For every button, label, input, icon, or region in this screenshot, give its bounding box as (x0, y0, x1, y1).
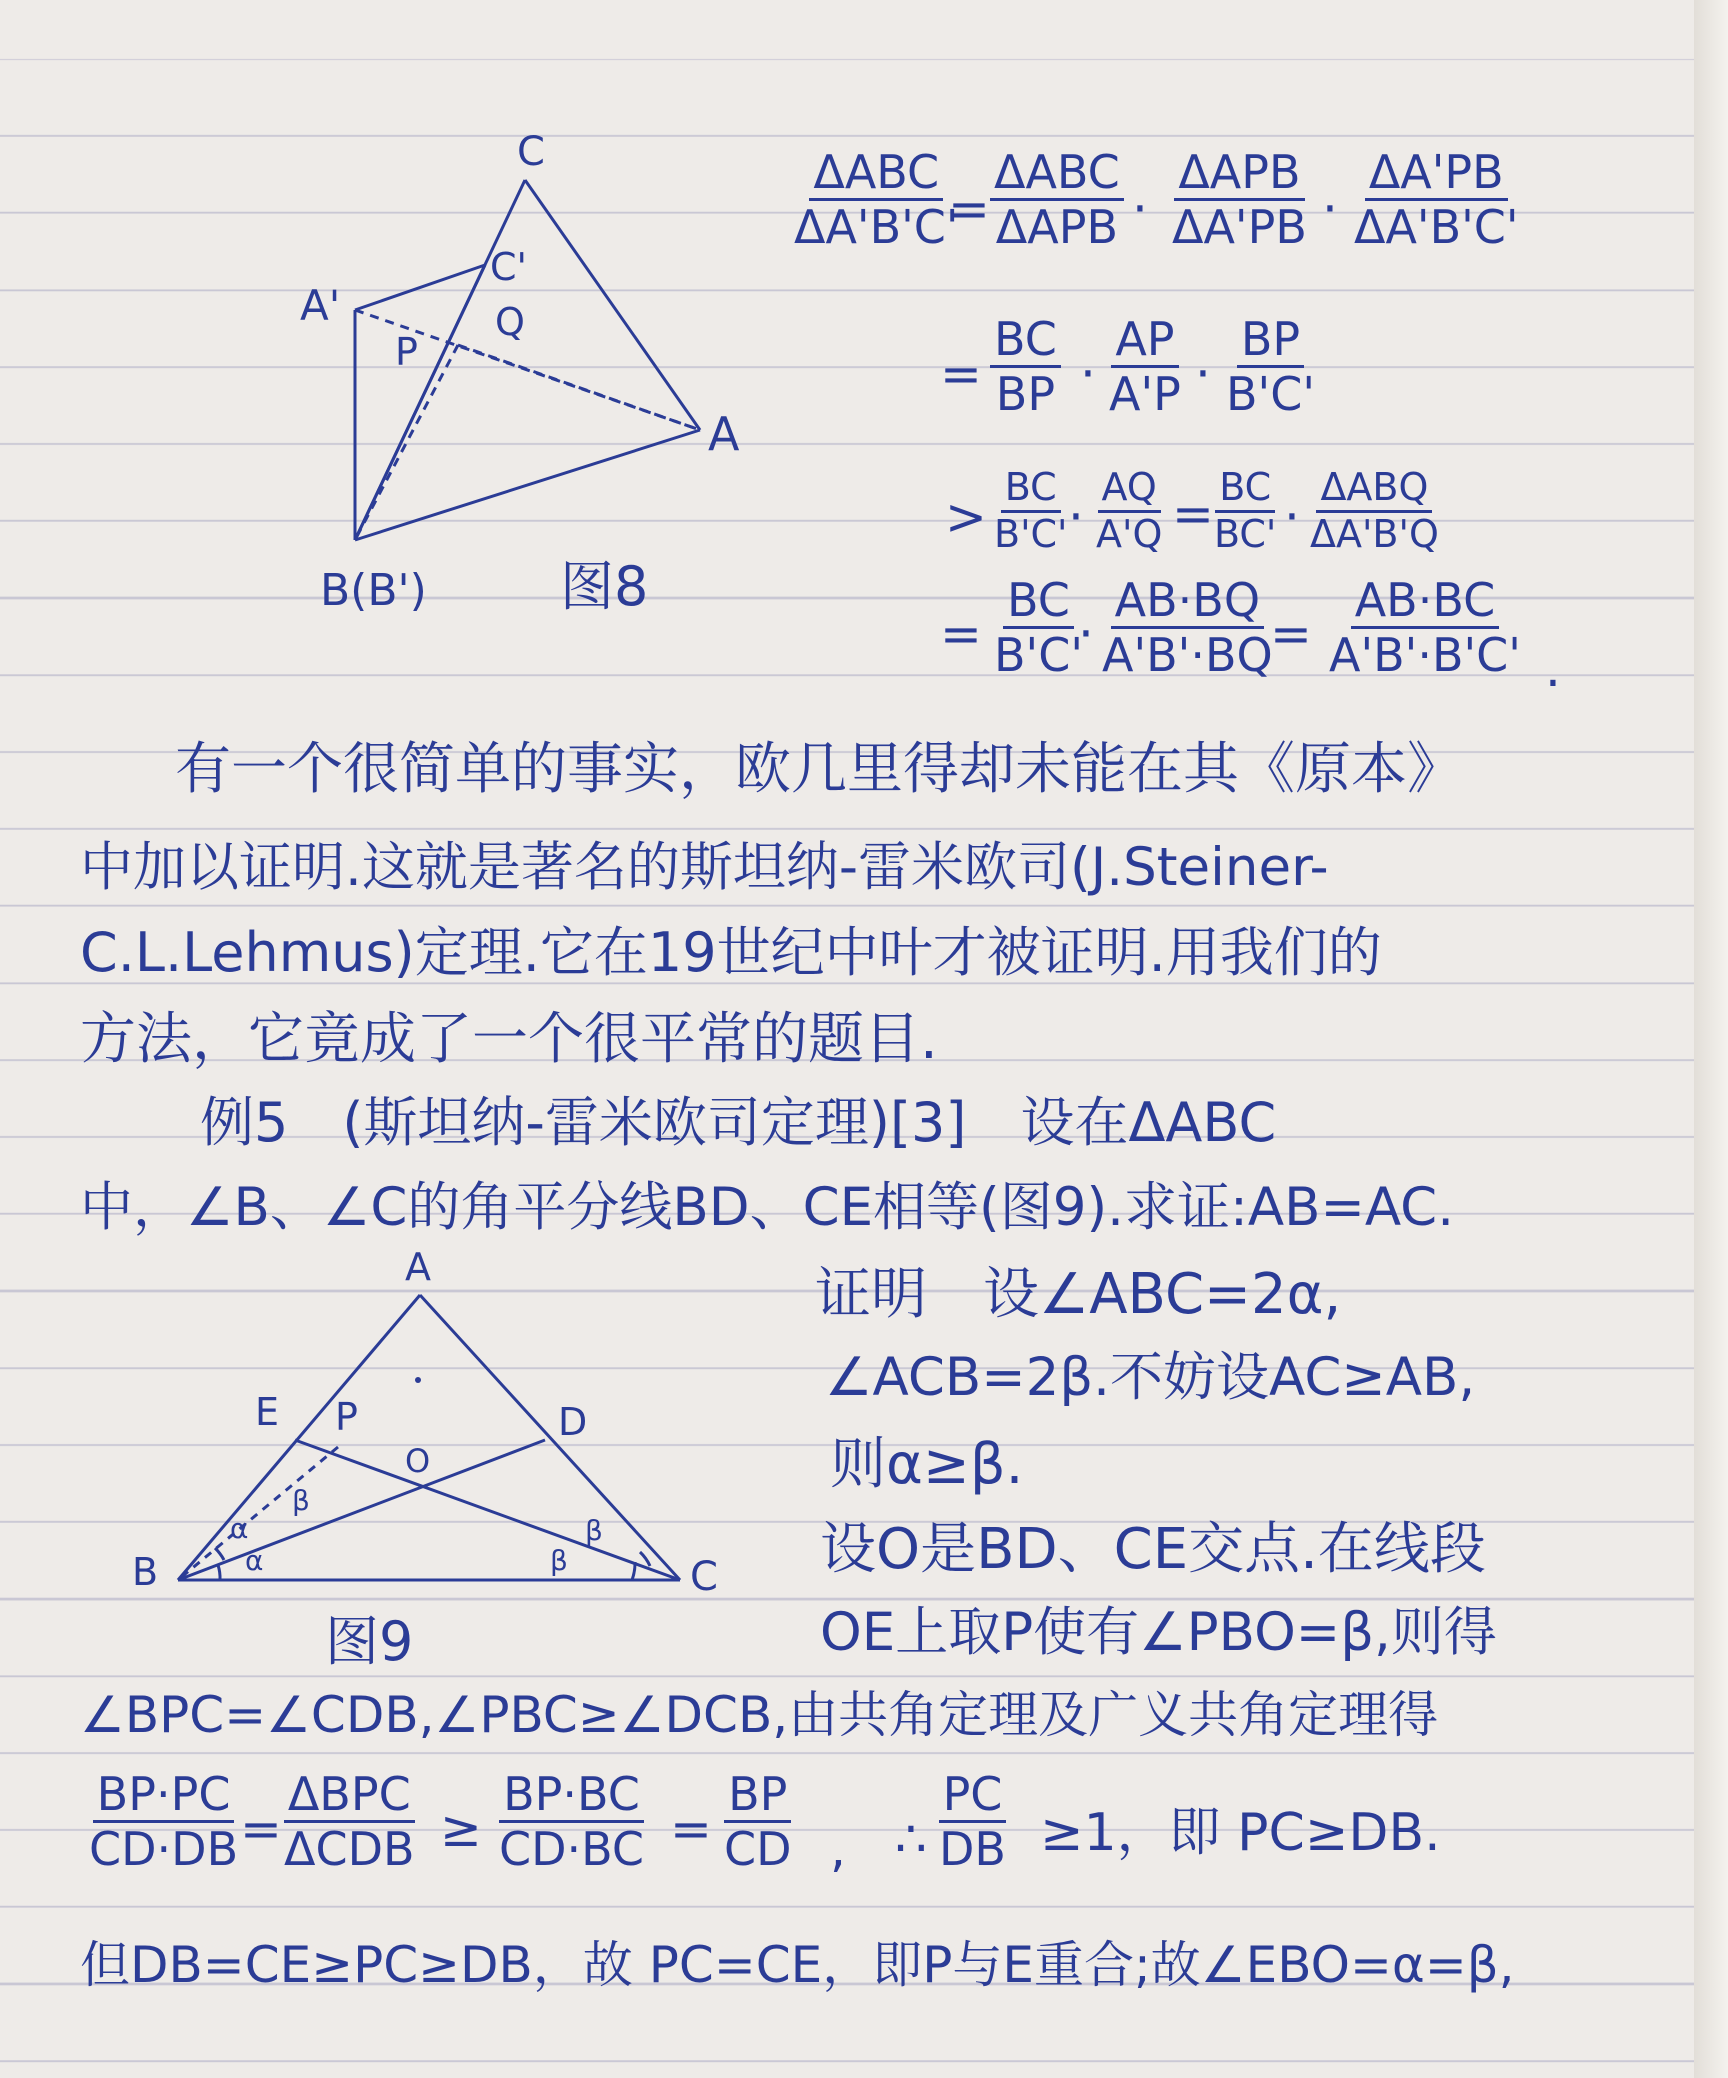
paragraph-line-2: 中加以证明.这就是著名的斯坦纳-雷米欧司(J.Steiner- (80, 837, 1329, 898)
fraction-numerator: ΔA'PB (1365, 148, 1508, 201)
fig9-label-c: C (690, 1554, 718, 1600)
eq8-r3-dot2: · (1284, 488, 1300, 546)
proof-line-5: OE上取P使有∠PBO=β,则得 (820, 1602, 1497, 1663)
fraction-denominator: CD·DB (89, 1822, 239, 1877)
fig9-label-o: O (405, 1442, 431, 1480)
fig9-label-d: D (558, 1400, 588, 1444)
eq8-r3-frac4 (1306, 465, 1443, 556)
fraction-denominator: A'P (1109, 367, 1181, 422)
eq9-comma: , (830, 1820, 846, 1878)
eq8-r2-frac2 (1105, 312, 1185, 422)
eq9-frac5 (935, 1767, 1010, 1877)
fraction-numerator: ΔABQ (1316, 468, 1432, 513)
eq8-r2-equals: = (940, 345, 982, 403)
fraction-denominator: A'B'·BQ (1102, 628, 1273, 683)
eq9-tail: ≥1，即 PC≥DB. (1040, 1803, 1441, 1863)
fig8-label-a: A (708, 407, 740, 461)
fraction-denominator: ΔA'PB (1172, 200, 1307, 255)
proof-line-2: ∠ACB=2β.不妨设AC≥AB, (825, 1347, 1476, 1408)
eq8-r2-frac1 (990, 312, 1061, 422)
eq8-r3-dot1: · (1068, 488, 1084, 546)
fig8-label-c: C (517, 129, 545, 175)
fraction-numerator: ΔBPC (284, 1770, 415, 1823)
fraction-denominator: BC' (1214, 511, 1277, 556)
eq8-r2-dot1: · (1080, 345, 1096, 403)
eq8-r1-dot1: · (1132, 180, 1148, 238)
paragraph-line-1: 有一个很简单的事实，欧几里得却未能在其《原本》 (175, 737, 1463, 802)
eq8-r1-equals: = (948, 180, 990, 238)
fig9-label-b: B (132, 1550, 159, 1594)
fig9-beta-2: β (585, 1514, 603, 1547)
fig8-label-a-prime: A' (300, 281, 341, 330)
figure-8 (280, 120, 780, 650)
eq8-r1-frac4 (1350, 145, 1523, 255)
eq9-frac1 (85, 1767, 242, 1877)
fraction-denominator: CD (724, 1822, 792, 1877)
fig8-label-p: P (395, 330, 418, 374)
fraction-denominator: B'C' (994, 511, 1068, 556)
example-line-2: 中，∠B、∠C的角平分线BD、CE相等(图9).求证:AB=AC. (80, 1177, 1455, 1238)
fig8-label-b: B(B') (320, 565, 427, 616)
eq9-frac3 (495, 1767, 648, 1877)
proof-line-6: ∠BPC=∠CDB,∠PBC≥∠DCB,由共角定理及广义共角定理得 (80, 1686, 1439, 1744)
fraction-denominator: ΔAPB (995, 200, 1119, 255)
eq8-r4-frac2 (1098, 573, 1277, 683)
fraction-numerator: ΔABC (990, 148, 1124, 201)
paragraph-line-4: 方法，它竟成了一个很平常的题目. (80, 1007, 938, 1072)
proof-line-3: 则α≥β. (830, 1432, 1024, 1497)
eq8-r1-dot2: · (1322, 180, 1338, 238)
fraction-numerator: BC (1215, 468, 1275, 513)
eq8-r4-dot: · (1078, 605, 1094, 663)
eq8-r2-frac3 (1222, 312, 1319, 422)
fraction-denominator: A'Q (1096, 511, 1163, 556)
eq8-r3-equals: = (1172, 485, 1214, 543)
fraction-numerator: AP (1111, 315, 1178, 368)
fraction-denominator: B'C' (1226, 367, 1315, 422)
fraction-denominator: CD·BC (499, 1822, 645, 1877)
fig9-alpha-1: α (230, 1512, 249, 1545)
fraction-numerator: PC (939, 1770, 1007, 1823)
last-line: 但DB=CE≥PC≥DB，故 PC=CE，即P与E重合;故∠EBO=α=β, (80, 1936, 1515, 1994)
fraction-numerator: BC (1003, 576, 1074, 629)
page-edge (1694, 0, 1728, 2078)
eq8-r4-frac3 (1325, 573, 1525, 683)
fig8-caption: 图8 (560, 555, 649, 618)
eq8-r1-frac2 (990, 145, 1124, 255)
example-line-1: 例5 (斯坦纳-雷米欧司定理)[3] 设在ΔABC (200, 1091, 1277, 1154)
fraction-numerator: BC (1001, 468, 1061, 513)
fraction-denominator: B'C' (994, 628, 1083, 683)
eq8-r1-frac1 (790, 145, 963, 255)
eq8-r3-frac2 (1092, 465, 1166, 556)
fraction-numerator: BP·BC (499, 1770, 644, 1823)
fraction-denominator: ΔCDB (284, 1822, 415, 1877)
eq8-r3-frac3 (1210, 465, 1280, 556)
eq8-r3-frac1 (990, 465, 1072, 556)
fraction-numerator: BP (724, 1770, 791, 1823)
fig9-beta-3: β (550, 1544, 568, 1577)
fig8-label-c-prime: C' (490, 245, 527, 289)
eq8-r4-equals2: = (1270, 605, 1312, 663)
fig9-label-p: P (335, 1395, 358, 1439)
eq8-r1-frac3 (1168, 145, 1311, 255)
eq9-frac4 (720, 1767, 796, 1877)
proof-line-1: 证明 设∠ABC=2α, (815, 1262, 1342, 1327)
fraction-numerator: BP·PC (93, 1770, 235, 1823)
fraction-numerator: ΔAPB (1174, 148, 1304, 201)
fraction-numerator: ΔABC (809, 148, 943, 201)
eq9-frac2 (280, 1767, 419, 1877)
eq8-r3-greater: > (945, 488, 987, 546)
fig9-caption: 图9 (325, 1610, 414, 1673)
fraction-numerator: AB·BC (1351, 576, 1500, 629)
eq9-equals2: = (670, 1800, 712, 1858)
fig8-label-q: Q (495, 300, 525, 344)
fraction-numerator: BC (990, 315, 1061, 368)
eq8-r4-equals1: = (940, 605, 982, 663)
fraction-numerator: AQ (1098, 468, 1161, 513)
figure-9 (120, 1240, 740, 1680)
eq9-geq: ≥ (440, 1800, 482, 1858)
eq8-r4-period: . (1545, 640, 1561, 698)
eq8-r2-dot2: · (1195, 345, 1211, 403)
eq9-therefore: ∴ (895, 1810, 927, 1868)
fraction-denominator: BP (995, 367, 1056, 422)
fraction-denominator: ΔA'B'C' (1354, 200, 1519, 255)
fraction-denominator: ΔA'B'C' (794, 200, 959, 255)
eq8-r4-frac1 (990, 573, 1087, 683)
fig9-label-a: A (405, 1245, 431, 1289)
fig9-beta-1: β (292, 1484, 310, 1517)
proof-line-4: 设O是BD、CE交点.在线段 (820, 1517, 1486, 1582)
fig9-alpha-2: α (245, 1544, 264, 1577)
eq9-equals1: = (240, 1800, 282, 1858)
fraction-denominator: DB (939, 1822, 1006, 1877)
paragraph-line-3: C.L.Lehmus)定理.它在19世纪中叶才被证明.用我们的 (80, 921, 1382, 984)
fraction-numerator: AB·BQ (1111, 576, 1264, 629)
fraction-denominator: A'B'·B'C' (1329, 628, 1521, 683)
fig9-label-e: E (255, 1390, 280, 1434)
fraction-numerator: BP (1237, 315, 1304, 368)
fraction-denominator: ΔA'B'Q (1310, 511, 1439, 556)
